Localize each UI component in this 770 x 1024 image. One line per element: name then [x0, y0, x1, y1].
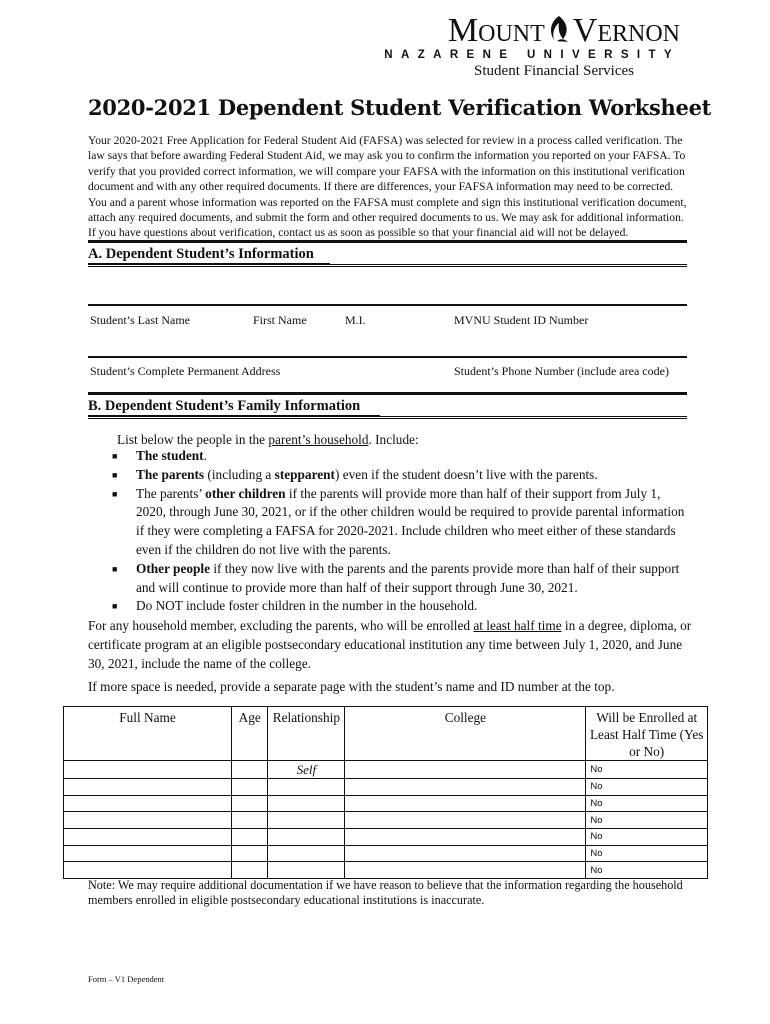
last-name-label: Student’s Last Name — [90, 313, 190, 327]
section-a-title: A. Dependent Student’s Information — [88, 246, 314, 262]
age-cell[interactable] — [232, 845, 268, 862]
bullet-text: if the parents will provide more than half of their support from July 1, 2020, through June 30, 2021, or if the other children would be required to provide parental information if they were completing a FAFSA for 2020-2021. Include children who meet either of these standards even if the children do not live with the parents. — [136, 485, 685, 557]
relationship-cell[interactable] — [268, 845, 345, 862]
enrolled-suffix: in a degree, diploma, or certificate program at an eligible postsecondary educational institution any time between July 1, 2020, and June 30, 2021, include the name of the college. — [88, 618, 692, 671]
age-cell[interactable] — [232, 829, 268, 846]
relationship-cell[interactable] — [268, 812, 345, 829]
enrolled-cell[interactable]: No — [586, 779, 708, 796]
age-cell[interactable] — [232, 862, 268, 879]
table-row — [64, 761, 708, 779]
enrolled-cell[interactable]: No — [586, 829, 708, 846]
household-intro — [117, 432, 419, 448]
college-cell[interactable] — [345, 845, 586, 862]
college-cell[interactable] — [345, 812, 586, 829]
form-identifier: Form – V1 Dependent — [88, 974, 165, 984]
name-cell[interactable] — [64, 779, 232, 796]
middle-initial-label: M.I. — [345, 313, 366, 327]
household-table — [63, 706, 708, 879]
bullet-bold: stepparent — [274, 466, 335, 482]
name-cell[interactable] — [64, 829, 232, 846]
section-b-title: B. Dependent Student’s Family Information — [88, 398, 361, 414]
age-cell[interactable] — [232, 812, 268, 829]
address-label: Student’s Complete Permanent Address — [90, 364, 281, 378]
name-cell[interactable] — [64, 845, 232, 862]
table-row — [64, 862, 708, 879]
section-b-bottom-rule — [88, 416, 687, 419]
name-field-line[interactable] — [88, 304, 687, 306]
list-item — [110, 597, 690, 616]
relationship-cell[interactable]: Self — [268, 761, 345, 779]
bullet-text: (including a — [204, 466, 275, 482]
relationship-cell[interactable] — [268, 862, 345, 879]
intro-paragraph: Your 2020-2021 Free Application for Federal Student Aid (FAFSA) was selected for review in a process called verification. The law says that before awarding Federal Student Aid, we may ask you to confirm the information you reported on your FAFSA. To verify that you provided correct information, we will compare your FAFSA with the information on this institutional verification document and with any other required documents. If there are differences, your FAFSA information may need to be corrected. You and a parent whose information was reported on the FAFSA must complete and sign this institutional verification document, attach any required documents, and submit the form and other required documents to us. We may ask for additional information. If you have questions about verification, contact us as soon as possible so that your financial aid will not be delayed. — [88, 134, 687, 240]
bullet-bold: The student — [136, 448, 204, 463]
bullet-text: The parents’ — [136, 485, 206, 501]
household-intro-prefix: List below the people in the — [117, 432, 269, 447]
documentation-note: Note: We may require additional documentation if we have reason to believe that the information regarding the household members enrolled in eligible postsecondary educational institutions is inaccurate. — [88, 878, 683, 908]
table-row — [64, 812, 708, 829]
college-cell[interactable] — [345, 779, 586, 796]
name-cell[interactable] — [64, 812, 232, 829]
table-row — [64, 779, 708, 796]
bullet-icon: ■ — [112, 469, 118, 480]
table-header-row — [64, 707, 708, 761]
name-cell[interactable] — [64, 862, 232, 879]
col-header-enrolled: Will be Enrolled at Least Half Time (Yes or No) — [586, 707, 708, 761]
logo-name-left: Mount — [447, 12, 545, 49]
section-b-top-rule — [88, 392, 687, 395]
leaf-flame-icon — [546, 14, 572, 44]
bullet-icon: ■ — [112, 601, 118, 612]
phone-label: Student’s Phone Number (include area code) — [454, 364, 669, 378]
first-name-label: First Name — [253, 313, 307, 327]
section-a-top-rule — [88, 240, 687, 243]
logo-wordmark — [448, 12, 680, 50]
age-cell[interactable] — [232, 779, 268, 796]
enrolled-cell[interactable]: No — [586, 812, 708, 829]
student-id-label: MVNU Student ID Number — [454, 313, 589, 327]
bullet-bold: Other people — [136, 560, 210, 576]
bullet-icon: ■ — [112, 488, 118, 499]
age-cell[interactable] — [232, 761, 268, 779]
household-intro-link: parent’s household — [268, 432, 369, 447]
list-item — [110, 560, 690, 598]
college-cell[interactable] — [345, 761, 586, 779]
table-row — [64, 795, 708, 812]
col-header-relationship: Relationship — [268, 707, 345, 761]
relationship-cell[interactable] — [268, 829, 345, 846]
college-cell[interactable] — [345, 829, 586, 846]
address-field-line[interactable] — [88, 356, 687, 358]
bullet-icon: ■ — [112, 563, 118, 574]
col-header-college: College — [345, 707, 586, 761]
page-title: 2020-2021 Dependent Student Verification Worksheet — [88, 95, 712, 120]
enrolled-instructions — [88, 617, 692, 673]
logo-name-right: Vernon — [572, 12, 680, 49]
age-cell[interactable] — [232, 795, 268, 812]
table-row — [64, 829, 708, 846]
half-time-link: at least half time — [473, 618, 562, 633]
bullet-bold: other children — [205, 485, 286, 501]
logo-subtitle: NAZARENE UNIVERSITY — [384, 49, 680, 61]
section-a-bottom-rule — [88, 264, 687, 267]
relationship-cell[interactable] — [268, 795, 345, 812]
relationship-cell[interactable] — [268, 779, 345, 796]
more-space-note: If more space is needed, provide a separate page with the student’s name and ID number at the top. — [88, 679, 615, 694]
bullet-bold: The parents — [136, 466, 205, 482]
table-row — [64, 845, 708, 862]
list-item — [110, 447, 690, 466]
bullet-text: ) even if the student doesn’t live with the parents. — [334, 466, 598, 482]
department-name: Student Financial Services — [474, 63, 634, 79]
name-cell[interactable] — [64, 761, 232, 779]
enrolled-cell[interactable]: No — [586, 845, 708, 862]
name-cell[interactable] — [64, 795, 232, 812]
bullet-text: . — [203, 448, 207, 463]
bullet-icon: ■ — [112, 451, 118, 461]
college-cell[interactable] — [345, 795, 586, 812]
household-intro-suffix: . Include: — [368, 432, 419, 447]
col-header-full-name: Full Name — [64, 707, 232, 761]
household-criteria-list — [110, 447, 690, 616]
university-logo — [380, 10, 680, 79]
list-item — [110, 466, 690, 485]
enrolled-prefix: For any household member, excluding the parents, who will be enrolled — [88, 618, 474, 633]
bullet-text: if they now live with the parents and the parents provide more than half of their support and will continue to provide more than half of their support through June 30, 2021. — [136, 560, 680, 595]
enrolled-cell[interactable]: No — [586, 761, 708, 779]
college-cell[interactable] — [345, 862, 586, 879]
bullet-text: Do NOT include foster children in the number in the household. — [136, 598, 478, 614]
enrolled-cell[interactable]: No — [586, 862, 708, 879]
list-item — [110, 485, 690, 560]
col-header-age: Age — [232, 707, 268, 761]
enrolled-cell[interactable]: No — [586, 795, 708, 812]
